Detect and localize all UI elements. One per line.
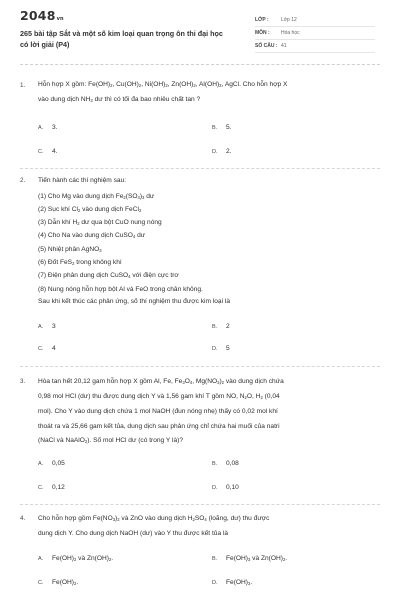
question-number: 3.	[20, 378, 26, 385]
question-text	[38, 375, 380, 449]
option-b[interactable]: B. 5.	[212, 124, 232, 131]
question-line: (3) Dẫn khí $H_2$ dư qua bột CuO nung nóng	[38, 219, 162, 227]
site-logo[interactable]: 2048vn	[20, 8, 64, 23]
meta-value: Lớp 12	[281, 17, 297, 23]
logo-suffix: vn	[56, 16, 64, 22]
option-d[interactable]: D. $Fe(OH)_3$.	[212, 579, 253, 586]
question-line: Hỗn hợp X gồm: $Fe(OH)_2$, $Cu(OH)_2$, $Ni(OH)_2$, $Zn(OH)_2$, $Al(OH)_3$, AgCl. Cho hỗn hợp X	[38, 81, 288, 88]
question-line: dung dịch Y. Cho dung dịch NaOH (dư) vào Y thu được kết tủa là	[38, 530, 229, 537]
option-d[interactable]: D. 2.	[212, 148, 232, 155]
option-d[interactable]: D. 0,10	[212, 484, 239, 491]
meta-value: 41	[281, 43, 287, 49]
option-b[interactable]: B. 2	[212, 323, 230, 330]
question-line: (6) Đốt FeS$_2$ trong không khí	[38, 258, 122, 266]
question-line: (4) Cho Na vào dung dịch CuSO$_4$ dư	[38, 232, 146, 240]
question-line: Sau khi kết thúc các phản ứng, số thí nghiệm thu được kim loại là	[38, 297, 231, 305]
question-text	[38, 512, 380, 541]
question-number: 4.	[20, 515, 26, 522]
option-c[interactable]: C. $Fe(OH)_2$.	[38, 579, 79, 586]
question-line: (NaCl và NaAlO$_2$). Số mol HCl dư (có trong Y là)?	[38, 436, 184, 444]
option-c[interactable]: C. 4.	[38, 148, 58, 155]
option-c[interactable]: C. 0,12	[38, 484, 65, 491]
question-line: (2) Sục khí $Cl_2$ vào dung dịch FeCl$_2$	[38, 205, 142, 213]
option-d[interactable]: D. 5	[212, 345, 230, 352]
question-line: Hòa tan hết 20,12 gam hỗn hợp X gồm Al, Fe, $Fe_3O_4$, $Mg(NO_3)_2$ vào dung dịch chứa	[38, 378, 284, 385]
option-b[interactable]: B. 0,08	[212, 460, 239, 467]
question-text	[38, 174, 380, 308]
document-title: 265 bài tập Sắt và một số kim loại quan trọng ôn thi đại học có lời giải (P4)	[20, 29, 223, 50]
question-line: thoát ra và 25,66 gam kết tủa, dung dịch sau phản ứng chỉ chứa hai muối của natri	[38, 422, 280, 430]
question-line: Tiến hành các thí nghiệm sau:	[38, 177, 127, 184]
option-a[interactable]: A. 3	[38, 323, 56, 330]
meta-key: MÔN :	[255, 30, 270, 36]
question-line: (8) Nung nóng hỗn hợp bột Al và FeO trong chân không.	[38, 285, 203, 293]
question-separator	[20, 168, 380, 169]
question-line: vào dung dịch $NH_3$ dư thì có tối đa bao nhiêu chất tan ?	[38, 95, 201, 103]
meta-info	[255, 14, 375, 53]
meta-row-subject	[255, 27, 375, 40]
question-line: 0,98 mol HCl (dư) thu được dung dịch Y và 1,56 gam khí T gồm NO, $N_2O$, $H_2$ (0,04	[38, 393, 280, 401]
option-a[interactable]: A. 0,05	[38, 460, 65, 467]
meta-key: SỐ CÂU :	[255, 43, 278, 49]
meta-row-count	[255, 40, 375, 53]
question-text	[38, 78, 380, 107]
question-number: 2.	[20, 177, 26, 184]
question-separator	[20, 366, 380, 367]
question-line: (5) Nhiệt phân AgNO$_3$	[38, 245, 102, 253]
option-c[interactable]: C. 4	[38, 345, 56, 352]
header-divider	[20, 64, 380, 65]
meta-key: LỚP :	[255, 17, 269, 23]
option-a[interactable]: A. 3.	[38, 124, 58, 131]
question-line: (1) Cho Mg vào dung dịch $Fe_2(SO_4)_3$ dư	[38, 192, 155, 200]
question-line: mol). Cho Y vào dung dịch chứa 1 mol NaOH (đun nóng nhẹ) thấy có 0,02 mol khí	[38, 408, 278, 416]
question-number: 1.	[20, 82, 26, 89]
header	[0, 0, 400, 62]
question-separator	[20, 504, 380, 505]
option-b[interactable]: B. $Fe(OH)_3$ và $Zn(OH)_2$.	[212, 555, 288, 562]
meta-row-grade	[255, 14, 375, 27]
option-a[interactable]: A. $Fe(OH)_2$ và $Zn(OH)_2$.	[38, 555, 114, 562]
meta-value: Hóa học	[281, 30, 300, 36]
question-line: Cho hỗn hợp gồm $Fe(NO_3)_2$ và ZnO vào dung dịch $H_2SO_4$ (loãng, dư) thu được	[38, 515, 270, 522]
question-line: (7) Điện phân dung dịch CuSO$_4$ với điện cực trơ	[38, 272, 179, 280]
